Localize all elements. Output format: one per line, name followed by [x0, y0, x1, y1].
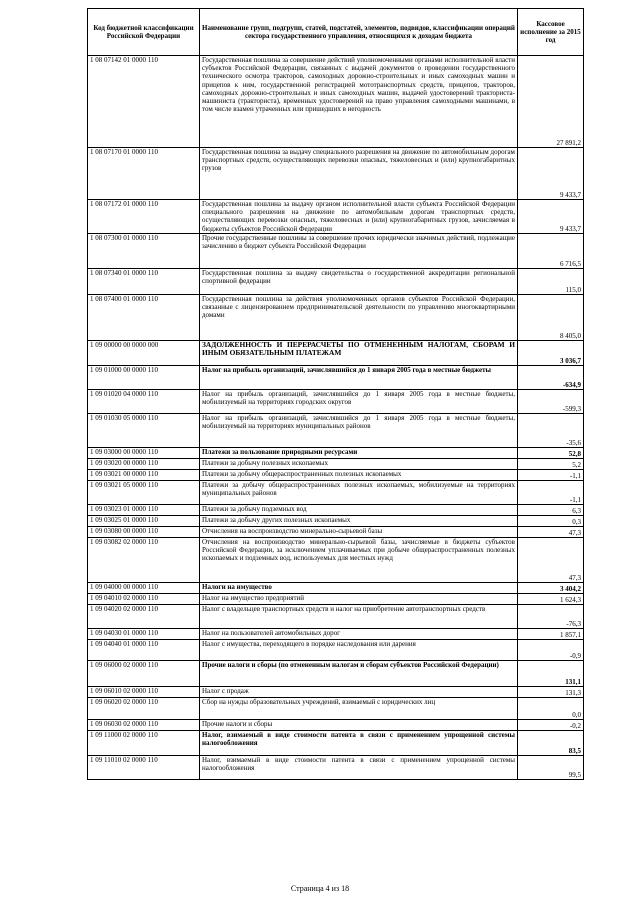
row-code: 1 09 11000 02 0000 110: [88, 730, 200, 755]
row-code: 1 09 03021 05 0000 110: [88, 480, 200, 504]
row-code: 1 09 04020 02 0000 110: [88, 604, 200, 628]
row-value: 3 404,2: [518, 582, 584, 593]
row-value: 3 036,7: [518, 340, 584, 365]
row-code: 1 09 03082 02 0000 110: [88, 537, 200, 582]
row-name: Налог с продаж: [200, 686, 518, 697]
row-code: 1 09 00000 00 0000 000: [88, 340, 200, 365]
header-name: Наименование групп, подгрупп, статей, подстатей, элементов, подвидов, классификации операций сектора государственного управления, относящихся к доходам бюджета: [200, 9, 518, 56]
table-header-row: [88, 9, 584, 56]
table-row: [88, 537, 584, 582]
row-code: 1 09 03025 01 0000 110: [88, 515, 200, 526]
table-row: [88, 504, 584, 515]
row-code: 1 08 07300 01 0000 110: [88, 233, 200, 268]
row-name: Отчисления на воспроизводство минерально-сырьевой базы, зачисляемые в бюджеты субъектов Российской Федерации, за исключением уплачиваемых при добыче общераспространенных полезных ископаемых и подземных вод, используемых для местных нужд: [200, 537, 518, 582]
table-row: [88, 413, 584, 447]
table-row: [88, 526, 584, 537]
row-name: Платежи за пользование природными ресурсами: [200, 447, 518, 458]
row-name: Налог с владельцев транспортных средств и налог на приобретение автотранспортных средств: [200, 604, 518, 628]
row-name: Налог на пользователей автомобильных дорог: [200, 628, 518, 639]
row-code: 1 09 11010 02 0000 110: [88, 755, 200, 779]
table-row: [88, 340, 584, 365]
table-row: [88, 755, 584, 779]
table-row: [88, 686, 584, 697]
row-value: 115,0: [518, 268, 584, 294]
table-row: [88, 469, 584, 480]
revenue-table: [87, 8, 584, 780]
row-code: 1 09 03021 00 0000 110: [88, 469, 200, 480]
row-code: 1 09 06010 02 0000 110: [88, 686, 200, 697]
row-value: -0,2: [518, 719, 584, 730]
row-code: 1 08 07172 01 0000 110: [88, 200, 200, 234]
row-value: 27 891,2: [518, 56, 584, 148]
table-row: [88, 515, 584, 526]
row-value: -0,9: [518, 639, 584, 660]
header-value: Кассовое исполнение за 2015 год: [518, 9, 584, 56]
row-value: -76,3: [518, 604, 584, 628]
row-name: Прочие налоги и сборы: [200, 719, 518, 730]
table-row: [88, 628, 584, 639]
row-value: 5,2: [518, 458, 584, 469]
table-row: [88, 458, 584, 469]
row-name: Налог на имущество предприятий: [200, 593, 518, 604]
row-code: 1 09 03023 01 0000 110: [88, 504, 200, 515]
row-code: 1 09 03020 00 0000 110: [88, 458, 200, 469]
row-value: 0,3: [518, 515, 584, 526]
table-row: [88, 719, 584, 730]
row-code: 1 09 03080 00 0000 110: [88, 526, 200, 537]
row-name: Платежи за добычу общераспространенных полезных ископаемых: [200, 469, 518, 480]
table-row: [88, 200, 584, 234]
row-value: 1 857,1: [518, 628, 584, 639]
table-row: [88, 447, 584, 458]
row-code: 1 09 04040 01 0000 110: [88, 639, 200, 660]
row-name: Отчисления на воспроизводство минерально-сырьевой базы: [200, 526, 518, 537]
row-code: 1 09 03000 00 0000 110: [88, 447, 200, 458]
table-row: [88, 639, 584, 660]
row-code: 1 08 07170 01 0000 110: [88, 148, 200, 200]
row-name: Государственная пошлина за выдачу органом исполнительной власти субъекта Российской Федерации специального разрешения на движение по автомобильным дорогам транспортных средств, осуществляющих перевозки опасных, тяжеловесных и (или) крупногабаритных грузов, зачисляемая в бюджеты субъектов Российской Федерации: [200, 200, 518, 234]
row-value: -599,3: [518, 389, 584, 413]
row-code: 1 09 01000 00 0000 110: [88, 365, 200, 389]
row-code: 1 09 06000 02 0000 110: [88, 660, 200, 686]
row-name: Налог на прибыль организаций, зачислявшийся до 1 января 2005 года в местные бюджеты: [200, 365, 518, 389]
header-code: Код бюджетной классификации Российской Федерации: [88, 9, 200, 56]
row-code: 1 09 06030 02 0000 110: [88, 719, 200, 730]
table-row: [88, 389, 584, 413]
row-code: 1 09 04010 02 0000 110: [88, 593, 200, 604]
row-name: Государственная пошлина за совершение действий уполномоченными органами исполнительной власти субъектов Российской Федерации, связанных с выдачей документов о проведении государственного технического осмотра тракторов, самоходных дорожно-строительных и иных самоходных машин и прицепов к ним, государственной регистрацией мототранспортных средств, прицепов, тракторов, самоходных дорожно-строительных и иных самоходных машин, выдачей удостоверений тракториста-машиниста (тракториста), временных удостоверений на право управления самоходными машинами, в том числе взамен утраченных или пришедших в негодность: [200, 56, 518, 148]
row-code: 1 08 07400 01 0000 110: [88, 294, 200, 340]
row-name: Налог, взимаемый в виде стоимости патента в связи с применением упрощенной системы налогообложения: [200, 730, 518, 755]
row-name: Налог, взимаемый в виде стоимости патента в связи с применением упрощенной системы налогообложения: [200, 755, 518, 779]
row-value: 47,3: [518, 526, 584, 537]
row-value: -35,6: [518, 413, 584, 447]
row-name: Платежи за добычу полезных ископаемых: [200, 458, 518, 469]
row-name: Налог на прибыль организаций, зачислявшийся до 1 января 2005 года в местные бюджеты, мобилизуемый на территориях городских округов: [200, 389, 518, 413]
row-value: 131,3: [518, 686, 584, 697]
row-value: 6 716,5: [518, 233, 584, 268]
page-footer: Страница 4 из 18: [290, 884, 350, 893]
table-row: [88, 660, 584, 686]
row-value: 9 433,7: [518, 148, 584, 200]
row-name: Государственная пошлина за действия уполномоченных органов субъектов Российской Федерации, связанные с лицензированием предпринимательской деятельности по управлению многоквартирными домами: [200, 294, 518, 340]
row-name: Платежи за добычу других полезных ископаемых: [200, 515, 518, 526]
row-value: 8 405,0: [518, 294, 584, 340]
row-name: Налоги на имущество: [200, 582, 518, 593]
row-name: Прочие государственные пошлины за совершение прочих юридически значимых действий, подлежащие зачислению в бюджет субъекта Российской Федерации: [200, 233, 518, 268]
row-value: 1 624,3: [518, 593, 584, 604]
row-name: Налог с имущества, переходящего в порядке наследования или дарения: [200, 639, 518, 660]
row-value: -1,1: [518, 480, 584, 504]
table-row: [88, 604, 584, 628]
row-value: 6,3: [518, 504, 584, 515]
row-value: -634,9: [518, 365, 584, 389]
table-row: [88, 593, 584, 604]
row-value: -1,1: [518, 469, 584, 480]
row-value: 83,5: [518, 730, 584, 755]
row-value: 52,8: [518, 447, 584, 458]
table-row: [88, 294, 584, 340]
row-name: Платежи за добычу общераспространенных полезных ископаемых, мобилизуемые на территориях муниципальных районов: [200, 480, 518, 504]
table-row: [88, 148, 584, 200]
row-name: ЗАДОЛЖЕННОСТЬ И ПЕРЕРАСЧЕТЫ ПО ОТМЕНЕННЫМ НАЛОГАМ, СБОРАМ И ИНЫМ ОБЯЗАТЕЛЬНЫМ ПЛАТЕЖАМ: [200, 340, 518, 365]
row-name: Государственная пошлина за выдачу специального разрешения на движение по автомобильным дорогам транспортных средств, осуществляющих перевозки опасных, тяжеловесных и (или) крупногабаритных грузов: [200, 148, 518, 200]
table-row: [88, 582, 584, 593]
row-code: 1 09 06020 02 0000 110: [88, 697, 200, 719]
table-row: [88, 268, 584, 294]
row-code: 1 08 07142 01 0000 110: [88, 56, 200, 148]
row-name: Платежи за добычу подземных вод: [200, 504, 518, 515]
table-row: [88, 365, 584, 389]
row-name: Прочие налоги и сборы (по отмененным налогам и сборам субъектов Российской Федерации): [200, 660, 518, 686]
table-row: [88, 56, 584, 148]
row-code: 1 08 07340 01 0000 110: [88, 268, 200, 294]
row-value: 131,1: [518, 660, 584, 686]
row-name: Государственная пошлина за выдачу свидетельства о государственной аккредитации региональной спортивной федерации: [200, 268, 518, 294]
row-code: 1 09 01030 05 0000 110: [88, 413, 200, 447]
row-code: 1 09 04000 00 0000 110: [88, 582, 200, 593]
row-value: 0,0: [518, 697, 584, 719]
row-value: 99,5: [518, 755, 584, 779]
table-row: [88, 730, 584, 755]
row-value: 9 433,7: [518, 200, 584, 234]
row-code: 1 09 01020 04 0000 110: [88, 389, 200, 413]
row-name: Налог на прибыль организаций, зачислявшийся до 1 января 2005 года в местные бюджеты, мобилизуемый на территориях муниципальных районов: [200, 413, 518, 447]
row-name: Сбор на нужды образовательных учреждений, взимаемый с юридических лиц: [200, 697, 518, 719]
table-row: [88, 697, 584, 719]
table-row: [88, 233, 584, 268]
row-code: 1 09 04030 01 0000 110: [88, 628, 200, 639]
table-row: [88, 480, 584, 504]
row-value: 47,3: [518, 537, 584, 582]
